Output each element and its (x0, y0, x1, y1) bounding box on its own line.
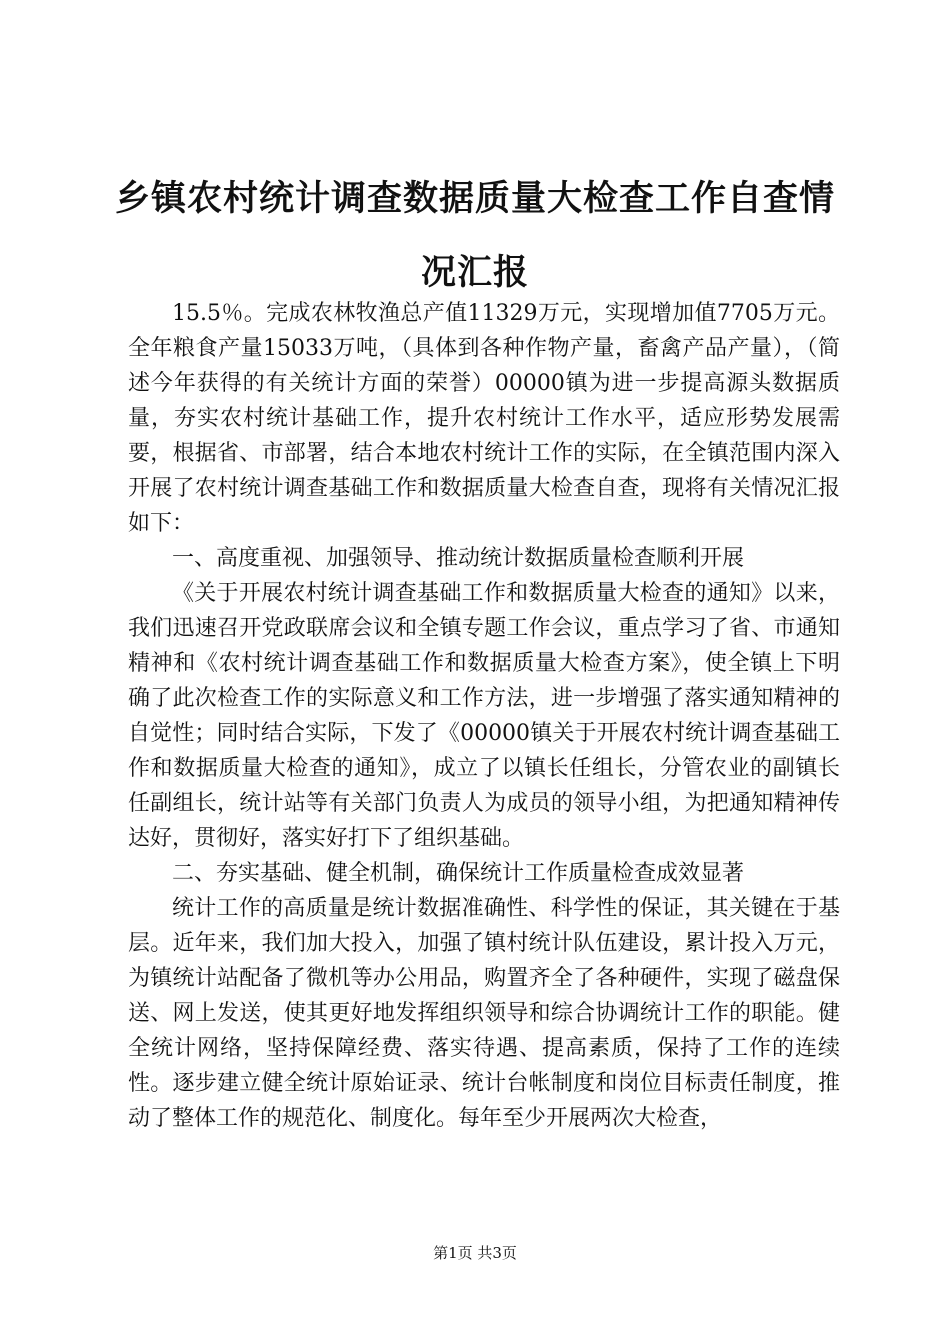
document-body (128, 296, 840, 1136)
paragraph-intro: 15.5％。完成农林牧渔总产值11329万元，实现增加值7705万元。全年粮食产量15033万吨，（具体到各种作物产量，畜禽产品产量），（简述今年获得的有关统计方面的荣誉）00000镇为进一步提高源头数据质量，夯实农村统计基础工作，提升农村统计工作水平，适应形势发展需要，根据省、市部署，结合本地农村统计工作的实际，在全镇范围内深入开展了农村统计调查基础工作和数据质量大检查自查，现将有关情况汇报如下： (128, 301, 840, 536)
page-number-footer: 第1页 共3页 (433, 1244, 517, 1262)
paragraph-section-2: 统计工作的高质量是统计数据准确性、科学性的保证，其关键在于基层。近年来，我们加大投入，加强了镇村统计队伍建设，累计投入万元，为镇统计站配备了微机等办公用品，购置齐全了各种硬件，实现了磁盘保送、网上发送，使其更好地发挥组织领导和综合协调统计工作的职能。健全统计网络，坚持保障经费、落实待遇、提高素质，保持了工作的连续性。逐步建立健全统计原始证录、统计台帐制度和岗位目标责任制度，推动了整体工作的规范化、制度化。每年至少开展两次大检查， (128, 896, 840, 1131)
document-title: 乡镇农村统计调查数据质量大检查工作自查情况汇报 (114, 178, 835, 293)
section-heading-1: 一、高度重视、加强领导、推动统计数据质量检查顺利开展 (172, 546, 745, 571)
section-heading-2: 二、夯实基础、健全机制，确保统计工作质量检查成效显著 (172, 861, 745, 886)
paragraph-section-1: 《关于开展农村统计调查基础工作和数据质量大检查的通知》以来，我们迅速召开党政联席会议和全镇专题工作会议，重点学习了省、市通知精神和《农村统计调查基础工作和数据质量大检查方案》，使全镇上下明确了此次检查工作的实际意义和工作方法，进一步增强了落实通知精神的自觉性；同时结合实际，下发了《00000镇关于开展农村统计调查基础工作和数据质量大检查的通知》，成立了以镇长任组长，分管农业的副镇长任副组长，统计站等有关部门负责人为成员的领导小组，为把通知精神传达好，贯彻好，落实好打下了组织基础。 (128, 581, 840, 851)
